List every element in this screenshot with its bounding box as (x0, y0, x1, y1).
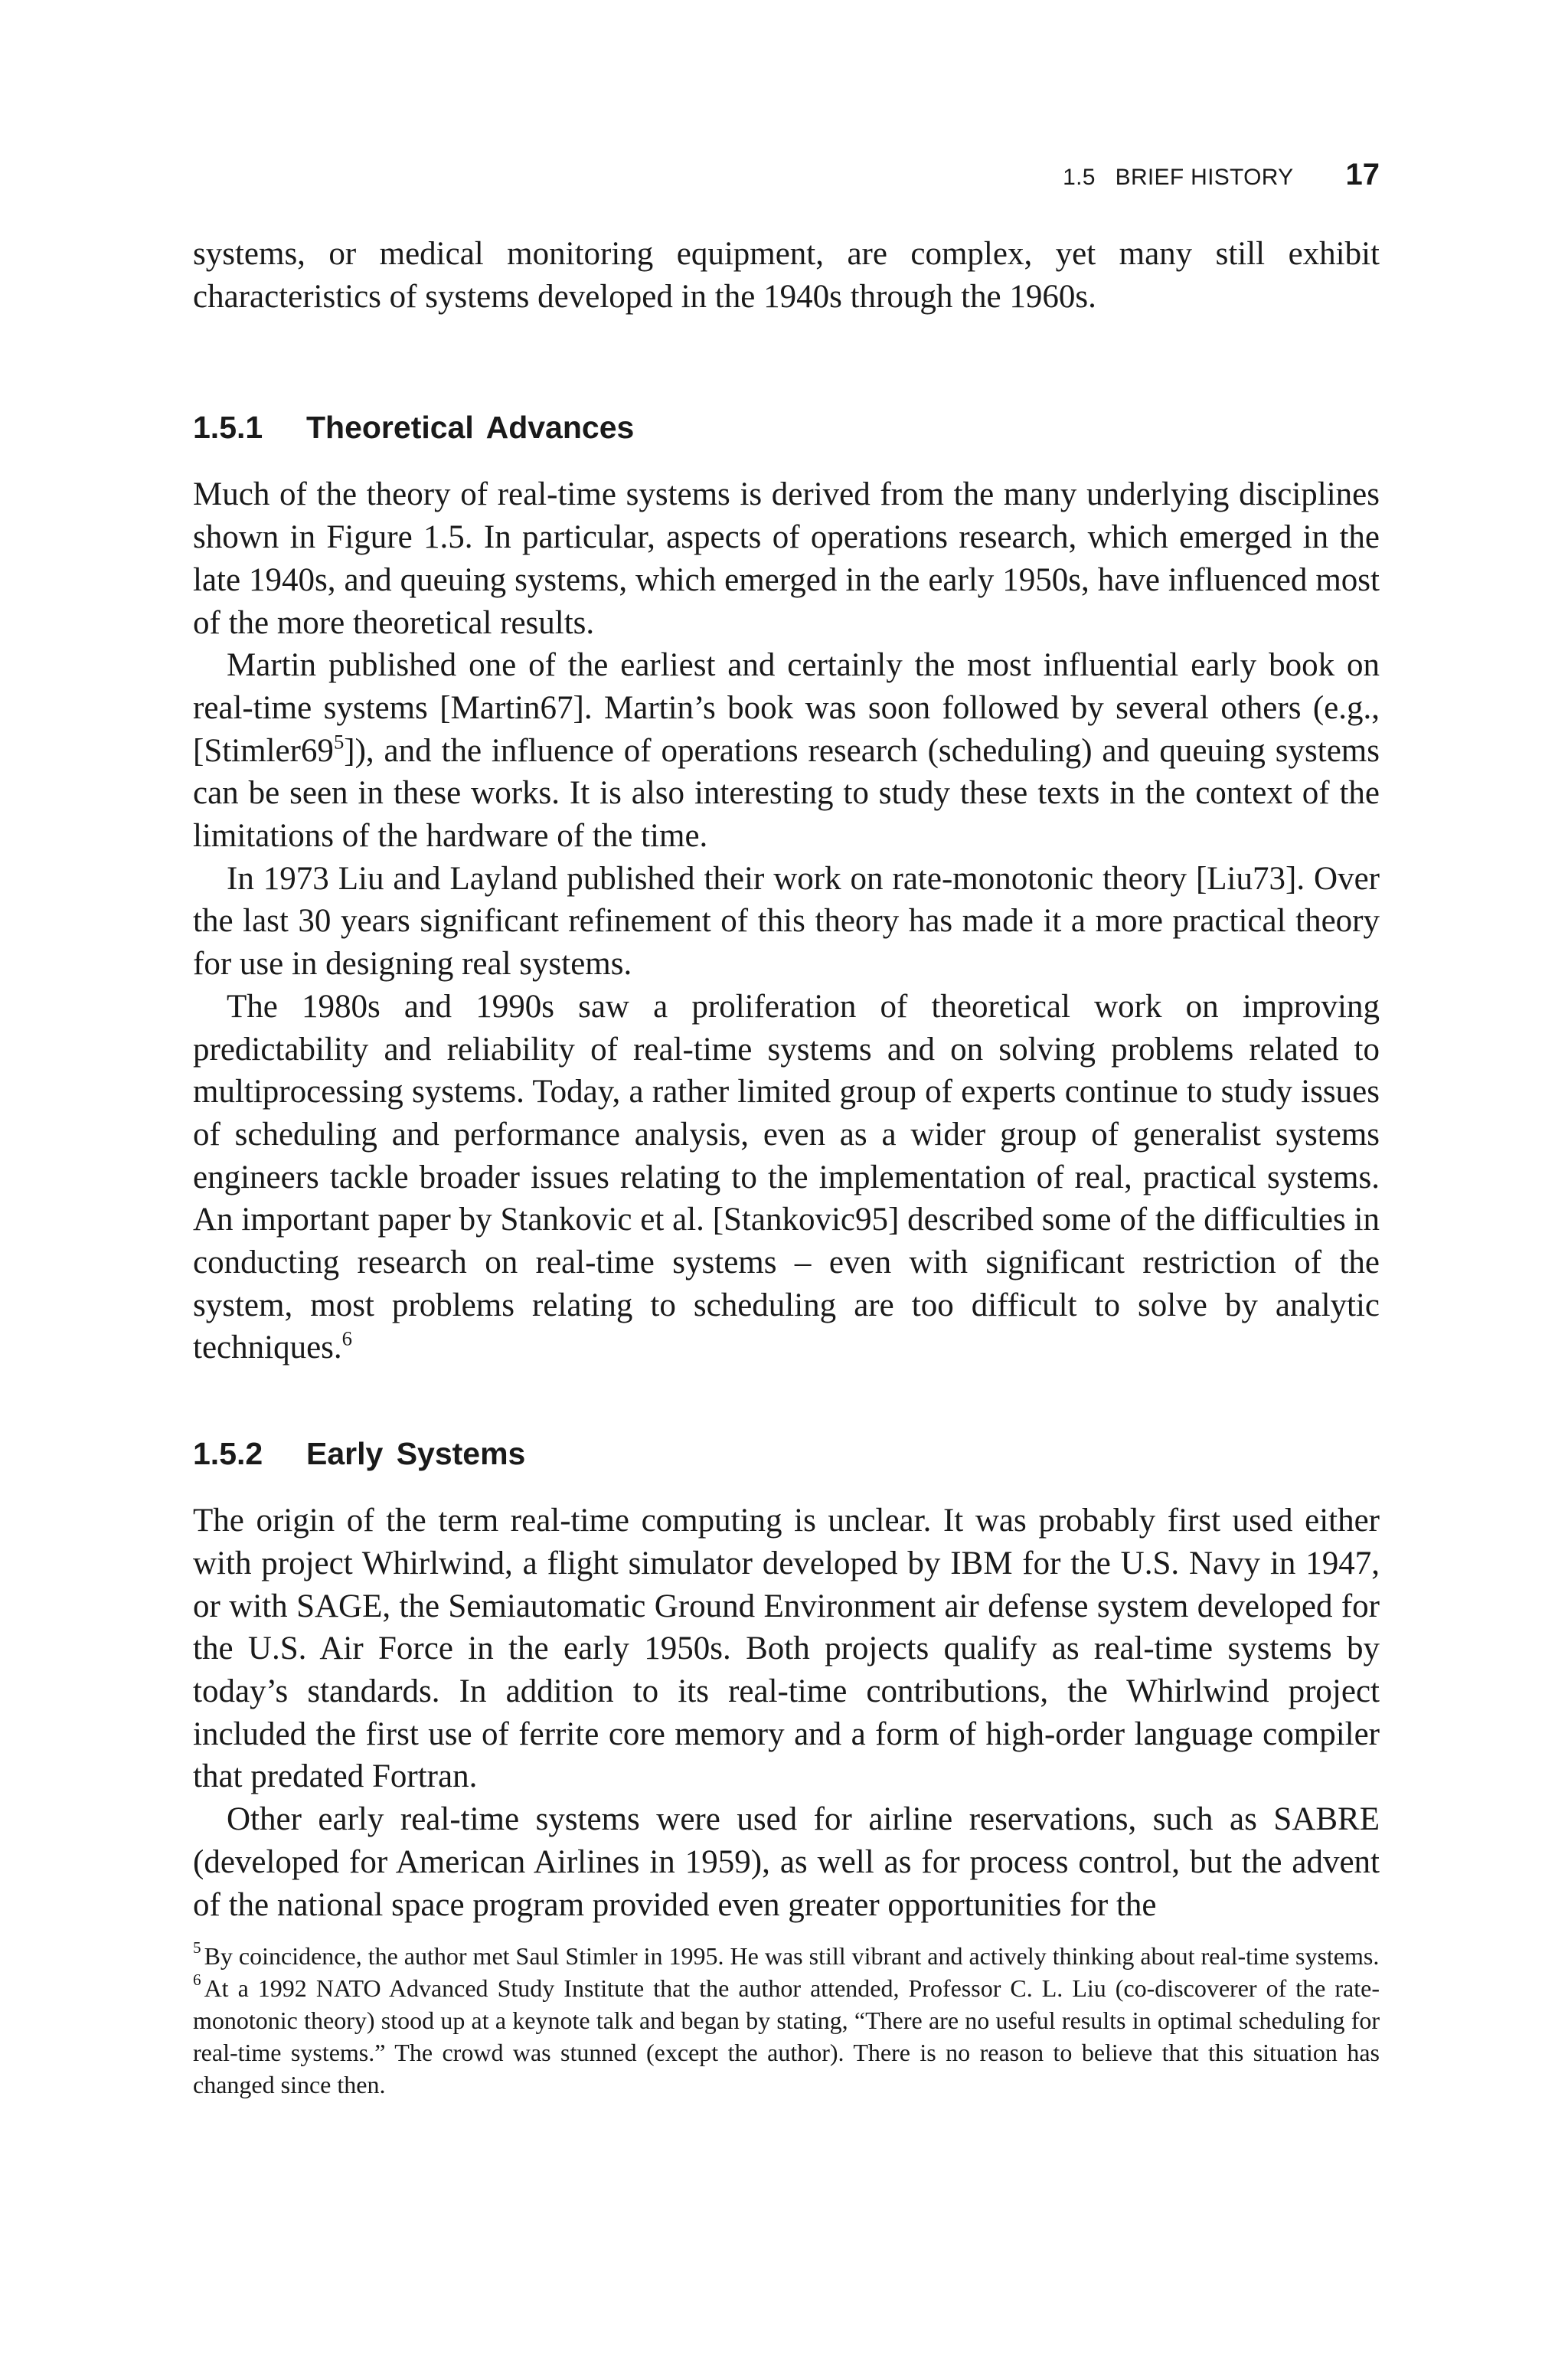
intro-paragraph: systems, or medical monitoring equipment, are complex, yet many still exhibit characteristics of systems developed in the 1940s through the 1960s. (193, 236, 1380, 315)
footnote (193, 1972, 1380, 2101)
paragraph: The origin of the term real-time computing is unclear. It was probably first used either with project Whirlwind, a flight simulator developed by IBM for the U.S. Navy in 1947, or with SAGE, the Semiautomatic Ground Environment air defense system developed for the U.S. Air Force in the early 1950s. Both projects qualify as real-time systems by today’s standards. In addition to its real-time contributions, the Whirlwind project included the first use of ferrite core memory and a form of high-order language compiler that predated Fortran. (193, 1503, 1380, 1795)
section-number: 1.5.1 (193, 410, 263, 446)
paragraph: Other early real-time systems were used for airline reservations, such as SABRE (developed for American Airlines in 1959), as well as for process control, but the advent of the national space program provided even greater opportunities for the (193, 1801, 1380, 1923)
footnote (193, 1940, 1380, 1972)
paragraph: Much of the theory of real-time systems is derived from the many underlying disciplines shown in Figure 1.5. In particular, aspects of operations research, which emerged in the late 1940s, and queuing systems, which emerged in the early 1950s, have influenced most of the more theoretical results. (193, 476, 1380, 641)
paragraph-text: ]), and the influence of operations research (scheduling) and queuing systems can be seen in these works. It is also interesting to study these texts in the context of the limitations of the hardware of the time. (193, 732, 1380, 855)
paragraph-text: Martin published one of the earliest and certainly the most influential early book on real-time systems [Martin67]. Martin’s book was soon followed by several others (e.g., [Stimler69 (193, 647, 1380, 769)
footnote-mark: 6 (193, 1971, 201, 1990)
paragraph (193, 986, 1380, 1369)
section-title: Theoretical Advances (306, 410, 635, 446)
page-number: 17 (1345, 158, 1380, 191)
section-heading-theoretical-advances (193, 406, 1380, 449)
footnote-ref: 5 (333, 730, 345, 754)
footnote-text: At a 1992 NATO Advanced Study Institute that the author attended, Professor C. L. Liu (co-discoverer of the rate-monotonic theory) stood up at a keynote talk and began by stating, “There are no useful results in optimal scheduling for real-time systems.” The crowd was stunned (except the author). There is no reason to believe that this situation has changed since then. (193, 1974, 1380, 2098)
footnote-text: By coincidence, the author met Saul Stimler in 1995. He was still vibrant and actively thinking about real-time systems. (204, 1942, 1380, 1970)
section-heading-early-systems (193, 1432, 1380, 1475)
paragraph: In 1973 Liu and Layland published their work on rate-monotonic theory [Liu73]. Over the last 30 years significant refinement of this theory has made it a more practical theory for use in designing real systems. (193, 860, 1380, 983)
footnotes (193, 1940, 1380, 2101)
paragraph (193, 644, 1380, 858)
section-title: Early Systems (306, 1436, 526, 1472)
running-head (193, 158, 1380, 192)
section-number: 1.5.2 (193, 1436, 263, 1472)
footnote-ref: 6 (341, 1326, 352, 1350)
running-head-section: 1.5 BRIEF HISTORY (1063, 165, 1294, 190)
body-text (193, 233, 1380, 1926)
paragraph-text: The 1980s and 1990s saw a proliferation of theoretical work on improving predictability and reliability of real-time systems and on solving problems related to multiprocessing systems. Today, a rather limited group of experts continue to study issues of scheduling and performance analysis, even as a wider group of generalist systems engineers tackle broader issues relating to the implementation of real, practical systems. An important paper by Stankovic et al. [Stankovic95] described some of the difficulties in conducting research on real-time systems – even with significant restriction of the system, most problems relating to scheduling are too difficult to solve by analytic techniques. (193, 988, 1380, 1366)
footnote-mark: 5 (193, 1938, 201, 1958)
